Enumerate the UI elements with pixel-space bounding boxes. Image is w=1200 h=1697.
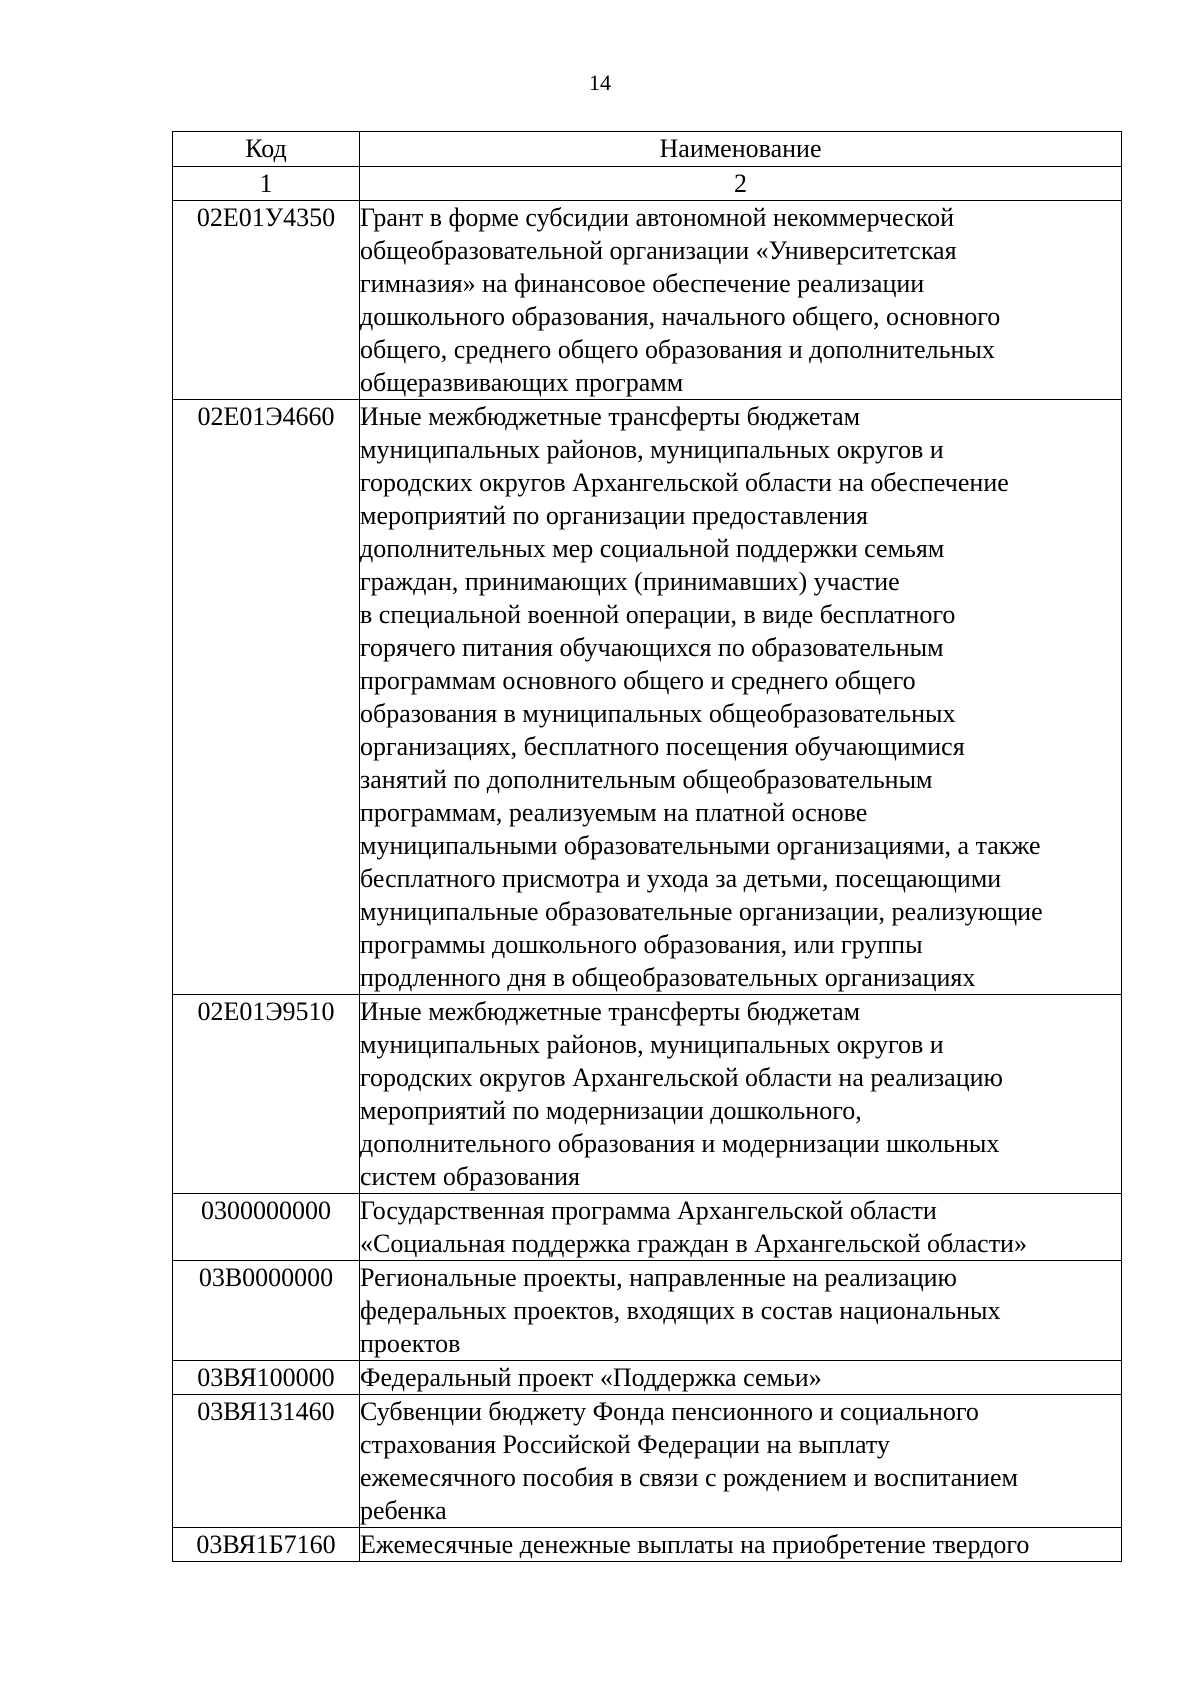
table-row [173,1528,1122,1562]
row-name-line: городских округов Архангельской области на обеспечение [360,468,1009,497]
table-row [173,1395,1122,1528]
row-name-line: Иные межбюджетные трансферты бюджетам [360,997,861,1026]
row-name-line: в специальной военной операции, в виде бесплатного [360,600,956,629]
budget-code-table [172,131,1122,1562]
row-code: 02Е01У4350 [173,201,360,400]
row-name-line: муниципальные образовательные организации, реализующие [360,897,1043,926]
row-name-line: муниципальных районов, муниципальных округов и [360,435,944,464]
row-name-line: общего, среднего общего образования и дополнительных [360,335,995,364]
row-name-line: дополнительного образования и модернизации школьных [360,1129,1000,1158]
row-name-line: горячего питания обучающихся по образовательным [360,633,944,662]
table-row [173,400,1122,995]
row-name-line: муниципальными образовательными организациями, а также [360,831,1041,860]
row-name-line: федеральных проектов, входящих в состав национальных [360,1296,1001,1325]
row-name [360,995,1122,1194]
row-name-line: Региональные проекты, направленные на реализацию [360,1263,957,1292]
row-name [360,1361,1122,1395]
table-row [173,1361,1122,1395]
row-code: 03ВЯ100000 [173,1361,360,1395]
row-name-line: бесплатного присмотра и ухода за детьми, посещающими [360,864,1002,893]
row-name-line: программам основного общего и среднего общего [360,666,916,695]
table-row [173,1261,1122,1361]
row-name-line: Ежемесячные денежные выплаты на приобретение твердого [360,1530,1030,1559]
row-name [360,1194,1122,1261]
row-name-line: Субвенции бюджету Фонда пенсионного и социального [360,1397,979,1426]
column-number-1: 1 [173,167,360,201]
table-row [173,201,1122,400]
row-name [360,1261,1122,1361]
row-name [360,201,1122,400]
row-name-line: Государственная программа Архангельской области [360,1196,937,1225]
row-name-line: программам, реализуемым на платной основе [360,798,868,827]
row-code: 03В0000000 [173,1261,360,1361]
row-name-line: занятий по дополнительным общеобразовательным [360,765,933,794]
row-code: 02Е01Э4660 [173,400,360,995]
row-code: 0300000000 [173,1194,360,1261]
row-name-line: мероприятий по модернизации дошкольного, [360,1096,862,1125]
table-body [173,201,1122,1562]
column-number-2: 2 [360,167,1122,201]
row-name-line: Грант в форме субсидии автономной некоммерческой [360,203,955,232]
row-name-line: ребенка [360,1496,447,1525]
row-name-line: программы дошкольного образования, или группы [360,930,923,959]
row-name-line: муниципальных районов, муниципальных округов и [360,1030,944,1059]
row-name [360,1528,1122,1562]
row-name [360,1395,1122,1528]
row-name-line: общеобразовательной организации «Университетская [360,236,957,265]
row-name-line: проектов [360,1329,461,1358]
table-row [173,995,1122,1194]
row-name-line: мероприятий по организации предоставления [360,501,868,530]
row-name-line: городских округов Архангельской области на реализацию [360,1063,1003,1092]
row-name-line: общеразвивающих программ [360,368,684,397]
row-name-line: Федеральный проект «Поддержка семьи» [360,1363,822,1392]
row-name-line: систем образования [360,1162,580,1191]
row-name-line: страхования Российской Федерации на выплату [360,1430,890,1459]
table-row [173,1194,1122,1261]
header-name: Наименование [360,132,1122,167]
header-row [173,132,1122,167]
row-name-line: продленного дня в общеобразовательных организациях [360,963,976,992]
row-name-line: «Социальная поддержка граждан в Архангельской области» [360,1229,1027,1258]
row-name-line: Иные межбюджетные трансферты бюджетам [360,402,861,431]
header-code: Код [173,132,360,167]
row-name-line: гимназия» на финансовое обеспечение реализации [360,269,925,298]
row-name-line: образования в муниципальных общеобразовательных [360,699,956,728]
row-name-line: организациях, бесплатного посещения обучающимися [360,732,965,761]
row-code: 03ВЯ131460 [173,1395,360,1528]
row-name-line: дополнительных мер социальной поддержки семьям [360,534,945,563]
row-code: 02Е01Э9510 [173,995,360,1194]
row-name-line: ежемесячного пособия в связи с рождением и воспитанием [360,1463,1018,1492]
row-name-line: дошкольного образования, начального общего, основного [360,302,1001,331]
row-name-line: граждан, принимающих (принимавших) участие [360,567,900,596]
column-number-row [173,167,1122,201]
page-number: 14 [589,70,611,95]
row-code: 03ВЯ1Б7160 [173,1528,360,1562]
row-name [360,400,1122,995]
